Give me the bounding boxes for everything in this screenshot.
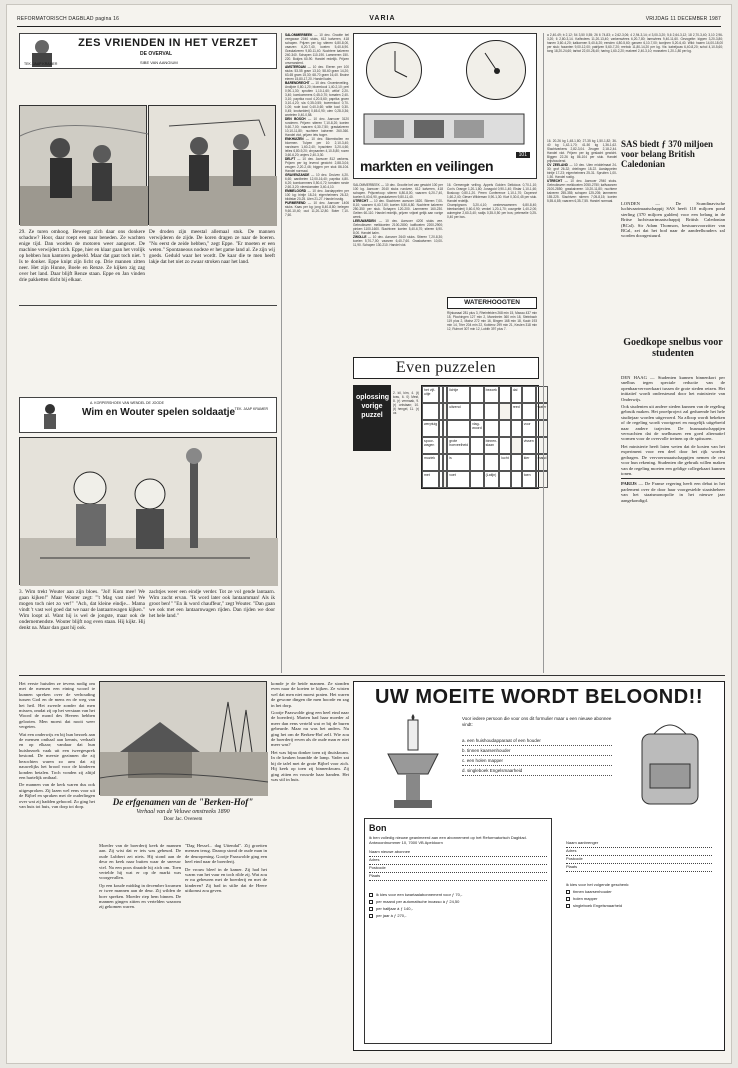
crossword-clue: muziek: [422, 454, 439, 471]
story-text-col2: Moeder van de boerderij keek de mannen aan. Zij wist dat er iets was gebeurd. De oude Lubbert zei niets. Hij stond aan de deur en keek naar buiten waar de sneeuw viel. Na een poos draaide hij zich om. Toen vertelde hij wat er op de markt was voorgevallen. Op een koude middag in december kwamen er twee mannen aan de deur. Zij wilden de boer spreken. Moeder riep hem binnen. De mannen gingen zitten en vertelden waarom zij gekomen waren.: [99, 843, 181, 910]
market-report-body: SALOMMERBEEK — 10 dec. Grootte bel van gewicht 100 per 100 kg. Aanvoer: 2040 stuks rundvee, 612 kalveren, 418 schapen. Prijsverloop: stieren 6,80-8,00, vaarzen 6,20-7,40, koeien 5,40-6,90, graskalveren 9,80-11,40.: [353, 183, 443, 199]
ad-gift-list: [462, 736, 612, 776]
comic1-subtitle: DE OVERVAL: [140, 51, 173, 57]
gift-option: a. een huishoudapparaat of een houder: [462, 736, 612, 746]
crossword-clue: toen: [522, 471, 536, 488]
waterhoogten-text: Rijnkanaal 281 plus 3, Rheinfelden 268 min 15, Maxau 437 min 15, Plochingen 127 min 2, Mannheim 360 min 18, Steinbach 119 plus 2, Mainz 272 min 16, Bingen 168 min 18, Kaub 193 min 14, Trier 204 min 22, Koblenz 299 min 21, Keulen 318 min 12, Ruhrort 307 min 12, Lobith 397 plus 7.: [447, 311, 537, 331]
gift-choice[interactable]: [566, 902, 712, 909]
puzzle-solution-text: 2. kil, kim, 4. (t) kras, 6. 0) Mest, 8. (r) vermaak, 9. (r) ontstaan; 10. (t) hengel, 11. (r) os: [393, 391, 419, 415]
comic2-text-right: zachtjes weer een eindje verder. Tot ze vol gende lantaarn. Wim zucht ervan. "Ik word later ook lantaarnman! Als ik groot ben!" "En ik word chauffeur," zegt Wouter. "Dan gaan we ook met een lantaarnwagen rijden. Dan rijden we door het hele land.": [149, 589, 275, 619]
story-title: De erfgenamen van de "Berken-Hof": [112, 797, 254, 807]
right-column-microtext: 16. 20-26 kg 1,48-1,80; 27-35 kg 1,50-1,82; 36-40 kg 1,42-1,70; 41-50 kg 1,36-1,62. Slachtvarkens 2,82-3,04. Zeugen 2,18-2,44. Handel vlot. Prijzen per kg geslacht gewicht. Biggen 22-26 kg 86-104 per stuk. Handel prijshoudend. CV ZEELAND — 10 dec. Uien middelmaat 24-30; grof 26-32; drielingen 18-22. Aardappelen bintje 17-23; eigenheimers 25-31. Spruiten 1,00-1,50. Handel rustig. UTRECHT — 10 dec. Aanvoer 2940 stuks. Gebruiksvee: melkkoeien 2050-2750; kalfvaarzen 2100-2850; graskalveren 10,20-11,80; nuchtere kalveren 255-355; schapen 125-205; lammeren 155-225. Slachtvee: stieren 7,05-8,15; koeien 5,55-6,85; vaarzen 6,35-7,55. Handel normaal.: [547, 139, 617, 203]
story-text-col3: "Dag Hessel... dag Uitendal". Zij groetten mensen terug. Daarop stond de oude man in de deuropening. Gootje Paaswolde ging een heel eind naar de boerderij. De vrouw bleef in de kamer. Zij had het warm van het vuur en toch rilde zij. Wat zou er nu gebeuren met de boerderij en met de kinderen? Zij bad in stilte dat de Heere uitkomst zou geven.: [185, 843, 267, 894]
waterhoogten-title: WATERHOOGTEN: [464, 299, 520, 306]
subscription-form: [364, 818, 552, 1044]
market-reports-column: SALOMMERBEEK — 10 dec. Grootte bel veegwaar 2040 stuks, 612 kalveren, 418 schapen. Prijzen per kg: stieren 6,80-8,00, vaarzen 6,20-7,40, koeien 5,40-6,90. Graskalveren 9,80-11,40. Nuchtere kalveren 240-340. Schapen 110-190. Lammeren 150-220. Bokjes 60-90. Handel redelijk. Prijzen onveranderd. AMSTERDAM — 10 dec. Eieren per 100 stuks: 53-55 gram 13,10; 58-60 gram 14,20; 63-65 gram 15,30; 68-70 gram 16,40. Bruine eieren 15,80-17,20. Handel kalm. BARENDRECHT — 10 dec. Groenteveiling. Andijvie 0,80-1,20; bloemkool 1,40-2,10; prei 0,90-1,30; spruiten 1,10-1,60; witlof 2,20-3,40; komkommers 0,45-0,70; tomaten 2,40-3,10; paprika rood 4,20-5,60; paprika groen 3,10-4,20; sla 0,35-0,55; boerenkool 0,70-1,00; rode kool 0,40-0,60; witte kool 0,30-0,45; knolselderij 0,65-0,90; uien 0,28-0,36; wortelen 0,40-0,58. DEN BOSCH — 10 dec. Aanvoer 3120 runderen. Prijzen: stieren 7,10-8,20; koeien 5,60-7,00; vaarzen 6,30-7,50; graskalveren 10,10-11,80; nuchtere kalveren 260-360. Handel vlot, prijzen iets hoger. ENKHUIZEN — 10 dec. Bloembollen en bloemen. Tulpen per 10: 2,10-3,40; narcissen 1,60-2,40; hyacinten 3,20-4,60; lelies 6,80-9,20; chrysanten 4,10-5,80; rozen 3,60-6,20; anjers 2,40-3,30. DELFT — 10 dec. Aanvoer 812 varkens. Prijzen per kg levend gewicht: 2,88-3,04; zeugen 2,20-2,46; biggen per stuk 86-104. Handel normaal. GRAVENZANDE — 10 dec. Druiven 4,20-6,60; aardbeien 12,00-16,40; paprika 4,80-6,20; komkommers 0,50-0,72; tomaten ronde 2,60-3,20; vleestomaten 3,40-4,10. EMMELOORD — 10 dec. Aardappelen per 100 kg: bintje 18-24; eigenheimers 26-32; bildtstar 20-25. Uien 21-27. Handel rustig. PURMEREND — 10 dec. Aanvoer 1406 stuks. Kaas per kg: jong 8,40-8,80; belegen 9,60-10,40; oud 11,20-12,80. Boter 7,10-7,60.: [285, 33, 349, 217]
comic2-panel: [19, 437, 277, 585]
column-rule: [543, 33, 544, 673]
checkbox[interactable]: [369, 914, 373, 918]
comic1-text-left: 29. Ze turen omhoog. Beweegt zich daar ons donkere schaduw? Hoor, daar roept een naar beneden. Ze wachten enige tijd. Dan worden de motoren weer aangezet. De machine verwijdert zich. Eppe, hier en klaar gaan het vrolijk op hebben hun kantoren gedeeld. Maar dat gaat toch niet. 't Is te donker. Eppe knipt zijn licht op. Drie mannen zitten neer. Het zijn Hunne, Boele en Renze. Ze kijken zig zag over het land. Daar blijft Renze staan. Eppe en Jan vinden drie pakketten dicht bij elkaar.: [19, 229, 145, 283]
toy-soldier-icon: [30, 401, 70, 431]
right-market-text: a 2,40-49; b 2,12; 54 3,50 0,55; 26 6 74-83; c 2,62-3,06; 4 2,94-3,14; d 3,00-3,20; 5,6 2,64-3,12; 18 2,70-3,40; 3,10 2,96-3,20; 6 2,80-3,14. Kalfsvlees 11,20-13,40; varkensvlees 6,20-7,80; lamsvlees 9,40-11,60. Gevogelte: kippen 3,20-3,80; hanen 3,60-4,20; kalkoenen 5,40-6,20; eenden 4,80-5,60; ganzen 6,10-7,00; konijnen 5,20-6,40. Wild: hazen 14,00-18,00 per stuk; fazanten 9,00-12,00; patrijzen 5,60-7,20; reebok 11,80-14,20 per kg. Vis: kabeljauw 6,40-8,20; schol 4,10-5,60; tong 18,20-24,60; tarbot 22,00-28,40; haring 1,60-2,20; makreel 2,40-3,10; mosselen 1,20-1,80 per kg.: [547, 33, 723, 53]
market-badge: 101: [516, 152, 530, 158]
crossword-clue: water: [536, 403, 549, 420]
story-text-col1: Het eerste huisden ze tevens nodig om met de mensen een eining woord te kunnen spreken over de verhouding tussen God en de mens en de weg van het heil. Het zwerde zonder dat men missen, omdat zij op het verstaan van het Woord de mond des Heeren hebben gelooten. Men moest dat nooit weer vergeten. Wat een onderwijs en bij hun bezoek aan de mensen onthaal aan kennis, verhaalt en op elkaar; vandaar dat hun huisbezoek vaak uit een tweegesprek bestond. De meeste gezinnen die zij bezochten waren zo arm dat zij nauwelijks het brood voor de kinderen konden betalen. Toch vonden zij altijd een hartelijk onthaal. De mannen van de kerk waren dus ook uitgesproken. Zij lazen wel eens voor uit de Bijbel en spraken met de ouderlingen over wat zij hadden gehoord. Zo ging het van huis tot huis, van dorp tot dorp.: [19, 681, 95, 809]
gift-choice[interactable]: [566, 888, 712, 895]
header-date: VRIJDAG 11 DECEMBER 1987: [645, 15, 721, 22]
option-label: per maand per automatische incasso à ƒ 24,50: [376, 899, 460, 904]
news1-text: LONDEN — De Scandinavische luchtvaartmaatschappij SAS heeft 110 miljoen pond sterling (370 miljoen gulden) voor een belang in de Britse luchtvaartmaatschappij British Caledonian (BCal). Sir Adam Thomson, bestuursvoorzitter van BCal, zei dat het bod naar de aandeelhouders zal worden doorgestuurd.: [621, 201, 725, 239]
candle-holder-illustration: [368, 714, 458, 814]
checkbox[interactable]: [369, 907, 373, 911]
newspaper-page: [6, 4, 732, 1064]
field-referrer-postcode[interactable]: Postcode: [566, 856, 712, 864]
crossword-grid: [421, 385, 547, 489]
crossword-clue: lucht: [499, 454, 510, 471]
market-head: BARENDRECHT: [285, 81, 310, 85]
comic2-artist: TEK. JAAP KRAMER: [234, 407, 268, 411]
comic2-text-left: 3. Wim trekt Wouter aan zijn bloes. "Jol! Kom mee! We gaan kijken!" Maar Wouter zegt: "'t Mag vast niet! We mogen toch niet zo ver!" "Ach, dat kleine eindje... Mama vindt 't vast wel goed dat we naar de lantaarnwagen kijken." Wim loopt al. Want hij is wel de jongste, maar ook de ondernemendste. Wouter blijft nog even staan. Hij kijkt. Hij denkt na. Maar dan gaat hij ook.: [19, 589, 145, 631]
gift-choice-label: singleboek Engelsmaarheid: [573, 903, 623, 908]
crossword-clue: kier: [522, 454, 536, 471]
scale-dial-icon: [366, 42, 422, 98]
story-text-b: komde je de heide mannen. Ze stonden even naar de koeien te kijken. Ze wisten wel dat men niet moest praten. Het waren de gewone dingen die men hoorde en zag in het dorp.: [271, 681, 349, 708]
form-title: Bon: [369, 823, 387, 833]
market-title: markten en veilingen: [360, 158, 494, 174]
checkbox[interactable]: [566, 897, 570, 901]
crossword-clue: bezoek: [484, 386, 500, 403]
news1-title: SAS biedt ƒ 370 miljoen voor belang British Caledonian: [621, 139, 714, 169]
puzzle-title: Even puzzelen: [395, 359, 497, 376]
gift-choice-label: holen mapper: [573, 896, 598, 901]
referrer-form: [562, 818, 716, 1044]
market-head: DELFT: [285, 157, 296, 161]
market-head: GRAVENZANDE: [285, 173, 310, 177]
gift-option: c. een holen mapper: [462, 756, 612, 766]
puzzle-solution-title: oplossing vorige puzzel: [356, 394, 390, 419]
field-new-subscriber-name[interactable]: Naam nieuwe abonnee: [369, 849, 547, 857]
farmhouse-landscape-illustration: [100, 682, 268, 796]
ad-headline: UW MOEITE WORDT BELOOND!!: [374, 686, 704, 708]
field-referrer-name[interactable]: Naam aanbrenger: [566, 840, 712, 848]
gift-choice-options: [566, 888, 712, 909]
checkbox[interactable]: [369, 893, 373, 897]
market-report-text: SALOMMERBEEK — 10 dec. Grootte bel van gewicht 100 per 100 kg. Aanvoer: 2040 stuks rundvee, 612 kalveren, 418 schapen. Prijsverloop: stieren 6,80-8,00, vaarzen 6,20-7,40, koeien 5,40-6,90, graskalveren 9,80-11,40. UTRECHT — 10 dec. Slachtvee: aanvoer 1820. Stieren 7,00-8,10; vaarzen 6,40-7,60; koeien 5,50-6,80. Nuchtere kalveren 250-350 per stuk. Schapen 120-200. Lammeren 160-230. Geiten 60-110. Handel redelijk, prijzen vrijwel gelijk aan vorige week. LEEUWARDEN — 10 dec. Aanvoer 4200 stuks vee. Gebruiksvee: melkkoeien 2100-2800; kalfkoeien 2200-2900; pinken 1100-1600. Slachtvee: koeien 5,40-6,70; stieren 6,90-8,00. Handel kalm. ZWOLLE — 10 dec. Aanvoer 2640 stuks. Stieren 7,20-8,30; koeien 5,70-7,00; vaarzen 6,40-7,60. Graskalveren 10,00-11,90. Schapen 130-210. Handel vlot.: [353, 183, 443, 247]
gift-option: b. tinnen kaarsenhouder: [462, 746, 612, 756]
news1-headline-box: [621, 139, 725, 199]
option-monthly[interactable]: [369, 898, 547, 905]
comic2-title: Wim en Wouter spelen soldaatje: [82, 407, 236, 418]
field-postcode[interactable]: Postcode: [369, 865, 547, 873]
option-yearly[interactable]: [369, 912, 547, 919]
checkbox[interactable]: [566, 890, 570, 894]
news2-body: DEN HAAG — Studenten kunnen binnenkort per snelbus tegen speciale reductie van de openbaarvervoerkaart tussen de grote steden reizen. Het initiatief wordt ondersteund door het ministerie van Onderwijs.: [621, 375, 725, 402]
crossword-clue: werptuig: [422, 420, 439, 437]
story-text-c: "Dag Hessel... dag Uitendal". Zij groetten mensen terug. Daarop stond de oude man in de deuropening. Gootje Paaswolde ging een heel eind naar de boerderij.: [185, 843, 267, 865]
market-head: SALOMMERBEEK: [285, 33, 313, 37]
puzzle-solution-label: [353, 385, 391, 451]
market-head: ENKHUIZEN: [285, 137, 304, 141]
crossword-clue: dal: [511, 386, 522, 403]
checkbox[interactable]: [369, 900, 373, 904]
market-graphic-box: [353, 33, 537, 179]
field-referrer-city[interactable]: Plaats: [566, 864, 712, 872]
market-stall-illustration: [354, 94, 538, 154]
paris-text: De Franse regering heeft een debat in het parlement over de door haar voorgestelde staatsbeheer van het staatsmonopolie in het nieuwe jaar aangekondigd.: [621, 481, 726, 503]
option-label: ik kies voor een kwartaalabonnement voor ƒ 70,-: [376, 892, 463, 897]
market-head: AMSTERDAM: [285, 65, 306, 69]
header-section: VARIA: [369, 15, 396, 22]
comic2-kicker: A. KORPERSHOEK VAN WENDEL DE JOODE: [90, 401, 164, 405]
market-head: ZWOLLE: [353, 235, 367, 239]
option-halfyear[interactable]: [369, 905, 547, 912]
men-carrying-parachute-illustration: [149, 106, 277, 226]
comic1-author: SIBE VAN AANGIUM: [140, 60, 178, 65]
news2-title: Goedkope snelbus voor studenten: [623, 337, 723, 359]
column-rule: [281, 33, 282, 673]
ad-intro: Voor iedere persoon die voor ons dit formulier maar u een nieuwe abonnee vindt:: [462, 716, 612, 727]
comic1-panel-right: [148, 105, 276, 225]
gift-choice-label: tinnen kaarsenhouder: [573, 889, 612, 894]
field-city[interactable]: Plaats: [369, 873, 547, 881]
market-head: UTRECHT: [353, 199, 369, 203]
option-label: per halfjaar à ƒ 140,-: [376, 906, 413, 911]
comic1-text-right: De droden zijn meestal allemaal stuk. De mannen verwijderen de zijde. De koren dragen ze naar de boeren. "Nu eerst de zeide hebben," zegt Eppe. "Er moeten er een weten." Spontaneous nodeze er het game land al. Ze zijn wij goeds. Geduld waar het wordt. De kaar die te men heeft lakje dat het niet zo zwaar stroken naar het land.: [149, 229, 275, 265]
form-intro: ik ben volledig nieuwe geanimeerd aan een abonnement op het Reformatorisch Dagblad. Antwoordnummer 10, 7000 VB Apeldoorn: [369, 835, 527, 845]
comic1-title: ZES VRIENDEN IN HET VERZET: [78, 37, 258, 49]
soldiers-illustration: [20, 106, 148, 226]
option-label: per jaar à ƒ 270,-: [376, 913, 407, 918]
crossword-clue: mand: [536, 454, 549, 471]
market-head: PURMEREND: [285, 201, 306, 205]
header-publication: REFORMATORISCH DAGBLAD pagina 16: [17, 15, 120, 22]
crossword-clue: is: [447, 454, 470, 471]
comic1-artist: TEK. JAAP KRAMER: [24, 62, 58, 66]
comic1-banner: [19, 33, 277, 69]
market-report-text-2: 16. Gemengde veiling. Appels Golden Delicious 0,70-1,10; Cox's Orange 1,20-1,80; Jonagold 0,90-1,40; Elstar 1,10-1,60; Boskoop 0,80-1,20. Peren Conference 1,10-1,70; Doyenné 1,60-2,40; Gieser Wildeman 0,90-1,30. Kiwi 0,30-0,45 per stuk. Handel redelijk. Champignons 3,20-4,10; oesterzwammen 6,80-8,40; bleekselderij 0,60-0,90; venkel 1,20-1,70; courgette 1,40-2,00; aubergine 2,60-3,40; radijs 0,35-0,50 per bos; peterselie 0,25-0,40 per bos.: [447, 183, 537, 219]
crossword-clue: (Latijn): [484, 471, 500, 488]
subscription-options: [369, 891, 547, 919]
section-divider: [19, 675, 725, 676]
puzzle-header: [353, 357, 539, 379]
story-title-block: [99, 797, 267, 841]
crossword-clue: het vijf-uitje: [422, 386, 439, 403]
gift-choice[interactable]: [566, 895, 712, 902]
market-head: EMMELOORD: [285, 189, 307, 193]
crossword-clue: reed: [511, 403, 522, 420]
story-illustration: [99, 681, 267, 795]
children-playing-illustration: [20, 438, 278, 586]
comic1-panel-left: [19, 105, 147, 225]
market-head: LEEUWARDEN: [353, 219, 376, 223]
story-text-a: Het eerste huisden ze tevens nodig om met de mensen een eining woord te kunnen spreken over de verhouding tussen God en de mens en de weg van het heil. Het zwerde zonder dat men missen, omdat zij op het verstaan van het Woord de mond des Heeren hebben gelooten. Men moest dat nooit weer vergeten.: [19, 681, 95, 730]
gift-choice-note: ik kies voor het volgende geschenk:: [566, 882, 630, 887]
divider: [19, 305, 277, 306]
subscription-ad: [353, 681, 725, 1051]
paris-label: PARIJS: [621, 481, 637, 487]
scale-dial-icon: [466, 40, 526, 100]
news2-text: DEN HAAG — Studenten kunnen binnenkort per snelbus tegen speciale reductie van de openbaarvervoerkaart tussen de grote steden reizen. Het initiatief wordt ondersteund door het ministerie van Onderwijs. Ook studenten uit andere steden kunnen van de regeling gebruik maken. Het proefproject zal gedurende het hele studiejaar worden uitgevoerd. Na afloop wordt bekeken of de regeling wordt voortgezet en mogelijk uitgebreid naar andere trajecten. De busmaatschappijen verwachten dat de snelbussen een goed alternatief vormen voor de overvolle treinen op de spitsuren. Het ministerie heeft laten weten dat de kosten van het experiment voor een deel door het rijk worden gedragen. De vervoersmaatschappijen nemen de rest voor hun rekening. Studenten die gebruik willen maken van de regeling moeten een geldige collegekaart kunnen tonen. PARIJS — De Franse regering heeft een debat in het parlement over de door haar voorgestelde staatsbeheer van het staatsmonopolie in het nieuwe jaar aangekondigd.: [621, 375, 726, 503]
crossword-clue: uitzend: [447, 403, 470, 420]
story-subtitle: Verhaal van de Veluwe omstreeks 1890: [136, 809, 230, 815]
story-text-col4: komde je de heide mannen. Ze stonden even naar de koeien te kijken. Ze wisten wel dat men niet moest praten. Het waren de gewone dingen die men hoorde en zag in het dorp. Gootje Paaswolde ging een heel eind naar de boerderij. Marten had haar moeder al meer dan eens verteld wat er bij de buren gebeurde. Maar nu was het anders. Nu ging het om de Berken-Hof zelf. Wie zou de boerderij erven als de oude man er niet meer was? Het was bijna donker toen zij thuiskwam. In de keuken brandde de lamp. Vader zat bij de tafel met de grote Bijbel voor zich. Hij keek op toen zij binnenkwam. Zij ging zitten en vouwde haar handen. Het was stil in huis.: [271, 681, 349, 782]
gift-option: d. singleboek Engelsmaarheid: [462, 766, 612, 776]
waterhoogten-box: [447, 297, 537, 309]
crossword-clue: binnen-slaan: [484, 437, 500, 454]
crossword-clue: vlag-woord: [470, 420, 484, 437]
crossword-clue: voet: [447, 471, 470, 488]
backpack-illustration: [630, 714, 710, 810]
field-address[interactable]: Adres: [369, 857, 547, 865]
market-head: DEN BOSCH: [285, 117, 306, 121]
crossword-clue: met: [422, 471, 439, 488]
crossword-clue: lichtje: [447, 386, 470, 403]
crossword-clue: spoor-wagen: [422, 437, 439, 454]
story-author: Door Jac. Overeem: [163, 817, 203, 822]
field-referrer-address[interactable]: Adres: [566, 848, 712, 856]
option-quarterly[interactable]: [369, 891, 547, 898]
running-header: [17, 11, 721, 27]
crossword-clue: vissen: [522, 437, 536, 454]
crossword-clue: grote hoeveelheid: [447, 437, 470, 454]
news2-headline-box: [621, 337, 725, 371]
crossword-clue: voor: [522, 420, 536, 437]
checkbox[interactable]: [566, 904, 570, 908]
comic2-banner: [19, 397, 277, 433]
